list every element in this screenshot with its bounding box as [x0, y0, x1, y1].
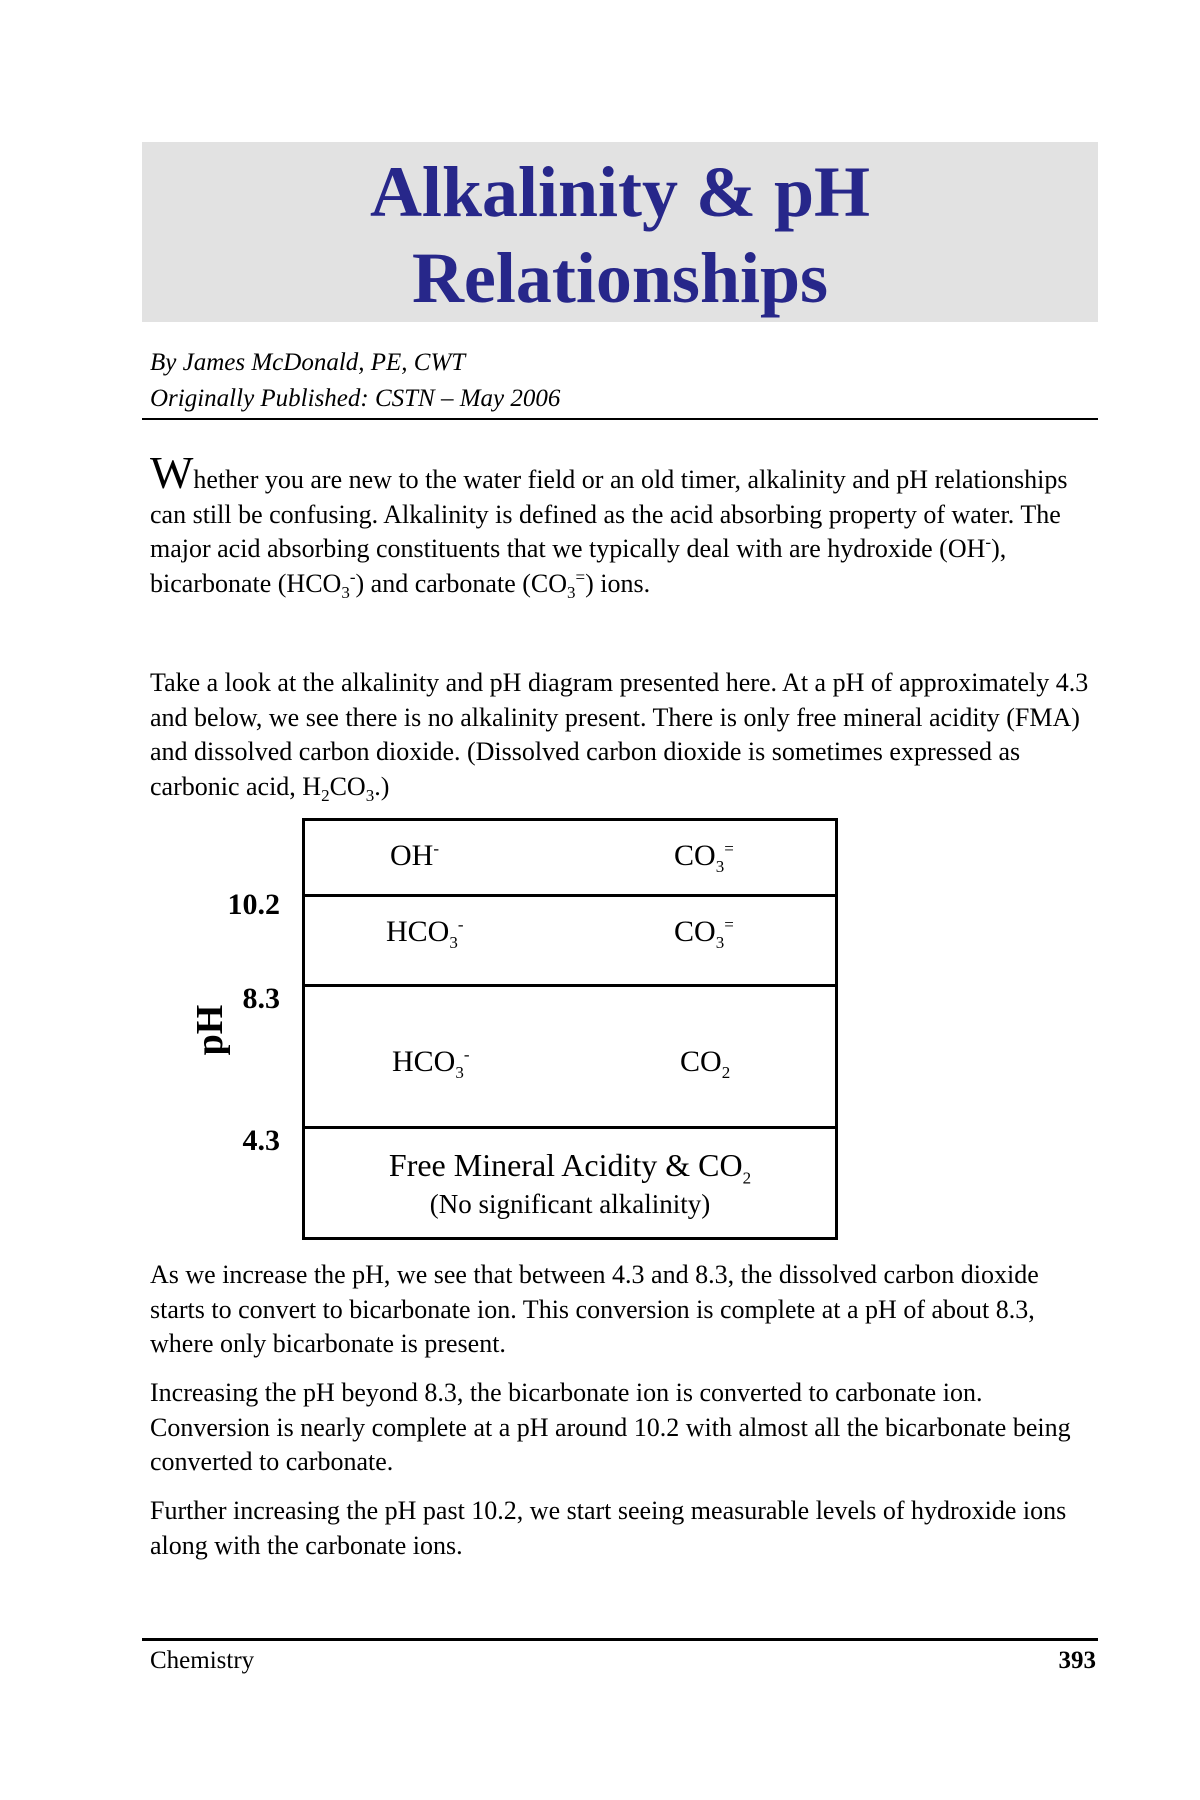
footer-rule: [142, 1638, 1098, 1641]
bicarbonate-charge: -: [349, 567, 356, 587]
intro-text-3: ) and carbonate (CO: [355, 568, 568, 598]
tick-10-2: 10.2: [227, 888, 280, 921]
paragraph-carbonate: Increasing the pH beyond 8.3, the bicarbonate ion is converted to carbonate ion. Conversion is nearly complete at a pH around 10.2 with almost all the bicarbonate being converted to carbonate.: [150, 1378, 1071, 1477]
region-no-alkalinity-note: (No significant alkalinity): [429, 1189, 711, 1219]
intro-text-4: ) ions.: [585, 568, 651, 598]
tick-4-3: 4.3: [242, 1124, 280, 1157]
para2-text-1: Take a look at the alkalinity and pH diagram presented here. At a pH of approximately 4.3 and below, we see there is no alkalinity present. There is only free mineral acidity (FMA) and dissolved carbon dioxide. (Dissolved carbon dioxide is sometimes expressed as carbonic acid, H: [150, 668, 1089, 801]
title-banner: [142, 142, 1098, 322]
carbonic-acid-o-subscript: 3: [365, 785, 375, 805]
region-carbonate-middle: $CO_3^=$: [674, 915, 734, 952]
hydroxide-charge: -: [985, 532, 992, 552]
alkalinity-ph-diagram: [150, 814, 870, 1250]
region-free-mineral-acidity: Free Mineral Acidity & $CO_2$: [388, 1147, 752, 1188]
footer-section: Chemistry: [150, 1647, 255, 1674]
diagram-intro-paragraph: [150, 666, 1096, 804]
paragraph-bicarbonate: As we increase the pH, we see that between 4.3 and 8.3, the dissolved carbon dioxide starts to convert to bicarbonate ion. This conversion is complete at a pH of about 8.3, where only bicarbonate is present.: [150, 1260, 1039, 1359]
drop-cap: W: [150, 447, 194, 498]
region-bicarbonate-upper: $HCO_3^-$: [386, 915, 464, 952]
carbonic-acid-h-subscript: 2: [321, 785, 330, 805]
tick-8-3: 8.3: [242, 982, 280, 1015]
intro-paragraph: [150, 447, 1096, 602]
region-carbonate-top: $CO_3^=$: [674, 839, 734, 876]
boundary-8-3: [302, 984, 838, 987]
region-bicarbonate-lower: $HCO_3^-$: [392, 1045, 470, 1082]
region-carbon-dioxide: $CO_2$: [680, 1045, 731, 1082]
page-title-line-1: Alkalinity & pH: [369, 152, 871, 232]
region-hydroxide: OH-: [390, 839, 440, 872]
publication-line: Originally Published: CSTN – May 2006: [150, 385, 561, 412]
carbonate-charge: =: [575, 567, 586, 587]
para2-text-3: .): [374, 771, 390, 801]
page-number: 393: [1058, 1647, 1096, 1674]
page-title-line-2: Relationships: [411, 238, 829, 318]
intro-text-2: ), bicarbonate (HCO: [150, 534, 1007, 598]
carbonate-subscript: 3: [567, 582, 576, 602]
bicarbonate-subscript: 3: [341, 582, 350, 602]
header-rule: [142, 418, 1098, 420]
intro-text-1: hether you are new to the water field or an old timer, alkalinity and pH relationships can still be confusing. Alkalinity is defined as the acid absorbing property of water. The major acid absorbing constituents that we typically deal with are hydroxide (OH: [150, 465, 1068, 564]
boundary-4-3: [302, 1126, 838, 1129]
para2-text-2: CO: [329, 771, 366, 801]
paragraph-hydroxide: Further increasing the pH past 10.2, we start seeing measurable levels of hydroxide ions along with the carbonate ions.: [150, 1496, 1067, 1560]
author-byline: By James McDonald, PE, CWT: [150, 349, 466, 376]
ph-axis-label: pH: [189, 1004, 231, 1056]
boundary-10-2: [302, 894, 838, 897]
